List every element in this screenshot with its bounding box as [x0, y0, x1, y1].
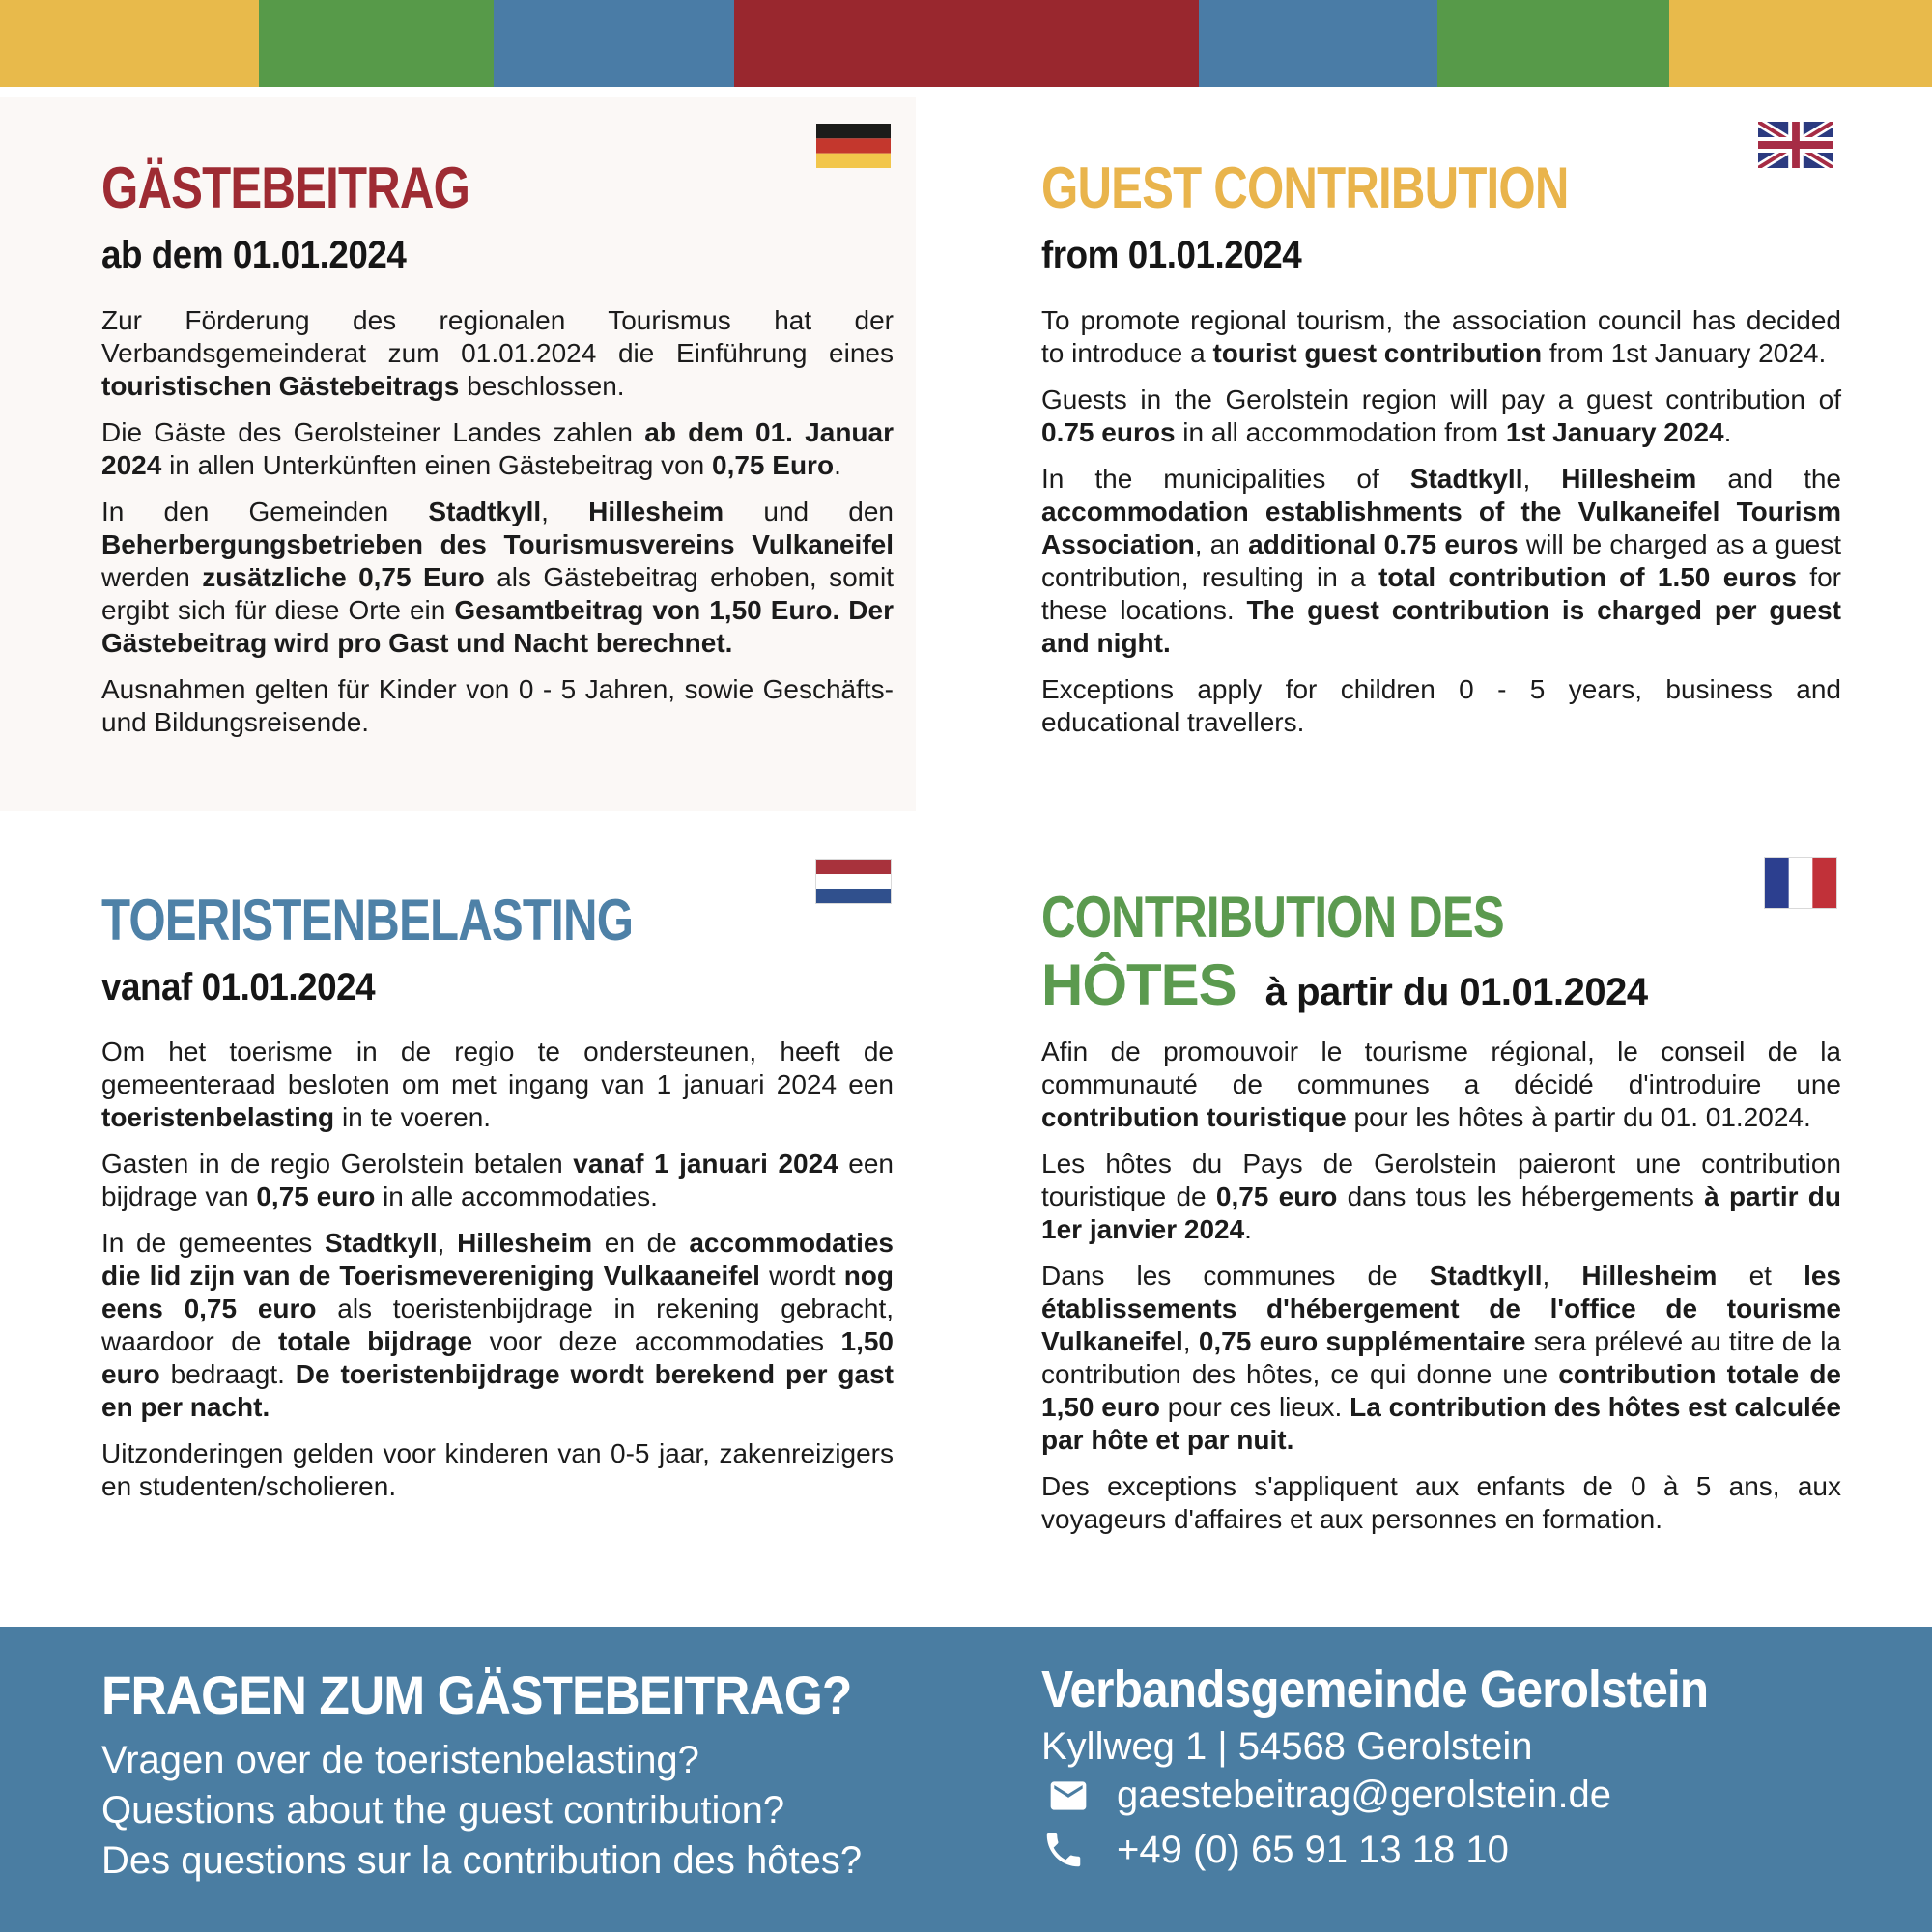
footer-email-row: [1041, 1774, 1611, 1817]
dutch-flag-icon: [816, 860, 891, 903]
stripe-green-1: [259, 0, 494, 87]
paragraph: Gasten in de regio Gerolstein betalen vanaf 1 januari 2024 een bijdrage van 0,75 euro in alle accommodaties.: [101, 1149, 895, 1211]
footer: [0, 1627, 1932, 1932]
footer-address-row: [1041, 1725, 1532, 1769]
stripe-blue-2: [1199, 0, 1437, 87]
footer-address: Kyllweg 1 | 54568 Gerolstein: [1041, 1725, 1533, 1768]
german-section-body: [101, 304, 894, 739]
footer-question-line-fr: Des questions sur la contribution des hôtes?: [101, 1839, 863, 1882]
paragraph: To promote regional tourism, the association council has decided to introduce a tourist guest contribution from 1st January 2024.: [1041, 305, 1841, 368]
english-section-subtitle: from 01.01.2024: [1041, 234, 1302, 276]
german-section-title: GÄSTEBEITRAG: [101, 156, 470, 220]
footer-question-heading: FRAGEN ZUM GÄSTEBEITRAG?: [101, 1664, 852, 1725]
paragraph: Uitzonderingen gelden voor kinderen van 0-5 jaar, zakenreizigers en studenten/scholieren.: [101, 1438, 894, 1501]
footer-email: gaestebeitrag@gerolstein.de: [1117, 1774, 1612, 1816]
top-stripe-bar: [0, 0, 1932, 87]
stripe-yellow-2: [1669, 0, 1932, 87]
french-flag-icon: [1765, 858, 1836, 908]
footer-question-line-nl: Vragen over de toeristenbelasting?: [101, 1739, 699, 1781]
paragraph: Dans les communes de Stadtkyll, Hillesheim et les établissements d'hébergement de l'office de tourisme Vulkaneifel, 0,75 euro supplémentaire sera prélevé au titre de la contribution des hôtes, ce qui donne une contribution totale de 1,50 euro pour ces lieux. La contribution des hôtes est calculée par hôte et par nuit.: [1041, 1261, 1842, 1455]
german-section-subtitle: ab dem 01.01.2024: [101, 234, 407, 276]
uk-flag-icon: [1758, 122, 1833, 168]
footer-question-lines: [101, 1735, 862, 1886]
stripe-red-1: [734, 0, 1199, 87]
french-section-title-line1: CONTRIBUTION DES: [1041, 885, 1504, 950]
dutch-section-title: TOERISTENBELASTING: [101, 888, 634, 952]
french-section-title-line2: [1041, 952, 1648, 1017]
paragraph: Ausnahmen gelten für Kinder von 0 - 5 Jahren, sowie Geschäfts- und Bildungsreisende.: [101, 674, 894, 737]
footer-org-name: Verbandsgemeinde Gerolstein: [1041, 1661, 1709, 1719]
english-section-body: [1041, 304, 1841, 739]
stripe-yellow-1: [0, 0, 259, 87]
paragraph: Les hôtes du Pays de Gerolstein paieront une contribution touristique de 0,75 euro dans tous les hébergements à partir du 1er janvier 2024.: [1041, 1149, 1841, 1244]
english-section-title: GUEST CONTRIBUTION: [1041, 156, 1569, 220]
paragraph: In den Gemeinden Stadtkyll, Hillesheim und den Beherbergungsbetrieben des Tourismusvereins Vulkaneifel werden zusätzliche 0,75 Euro als Gästebeitrag erhoben, somit ergibt sich für diese Orte ein Gesamtbeitrag von 1,50 Euro. Der Gästebeitrag wird pro Gast und Nacht berechnet.: [101, 497, 894, 658]
paragraph: Die Gäste des Gerolsteiner Landes zahlen ab dem 01. Januar 2024 in allen Unterkünften einen Gästebeitrag von 0,75 Euro.: [101, 417, 894, 480]
paragraph: Om het toerisme in de regio te ondersteunen, heeft de gemeenteraad besloten om met ingang van 1 januari 2024 een toeristenbelasting in te voeren.: [101, 1037, 894, 1132]
email-icon: [1041, 1775, 1101, 1817]
stripe-blue-1: [494, 0, 734, 87]
german-flag-icon: [816, 124, 891, 168]
phone-icon: [1041, 1828, 1101, 1872]
footer-question-line-en: Questions about the guest contribution?: [101, 1789, 785, 1832]
dutch-section-body: [101, 1036, 894, 1503]
french-section-subtitle: à partir du 01.01.2024: [1264, 971, 1648, 1013]
footer-phone-row: [1041, 1828, 1509, 1872]
paragraph: Guests in the Gerolstein region will pay a guest contribution of 0.75 euros in all accommodation from 1st January 2024.: [1041, 384, 1841, 447]
paragraph: Afin de promouvoir le tourisme régional, le conseil de la communauté de communes a décidé d'introduire une contribution touristique pour les hôtes à partir du 01. 01.2024.: [1041, 1037, 1841, 1132]
paragraph: In the municipalities of Stadtkyll, Hillesheim and the accommodation establishments of the Vulkaneifel Tourism Association, an additional 0.75 euros will be charged as a guest contribution, resulting in a total contribution of 1.50 euros for these locations. The guest contribution is charged per guest and night.: [1041, 464, 1842, 658]
french-section-body: [1041, 1036, 1841, 1536]
stripe-green-2: [1437, 0, 1669, 87]
paragraph: In de gemeentes Stadtkyll, Hillesheim en de accommodaties die lid zijn van de Toerismevereniging Vulkaaneifel wordt nog eens 0,75 euro als toeristenbijdrage in rekening gebracht, waardoor de totale bijdrage voor deze accommodaties 1,50 euro bedraagt. De toeristenbijdrage wordt berekend per gast en per nacht.: [101, 1228, 895, 1422]
paragraph: Zur Förderung des regionalen Tourismus hat der Verbandsgemeinderat zum 01.01.2024 die Einführung eines touristischen Gästebeitrags beschlossen.: [101, 305, 894, 401]
french-section-title-word: HÔTES: [1041, 952, 1236, 1017]
footer-phone: +49 (0) 65 91 13 18 10: [1117, 1828, 1509, 1871]
paragraph: Des exceptions s'appliquent aux enfants de 0 à 5 ans, aux voyageurs d'affaires et aux personnes en formation.: [1041, 1471, 1841, 1534]
paragraph: Exceptions apply for children 0 - 5 years, business and educational travellers.: [1041, 674, 1841, 737]
dutch-section-subtitle: vanaf 01.01.2024: [101, 966, 376, 1009]
